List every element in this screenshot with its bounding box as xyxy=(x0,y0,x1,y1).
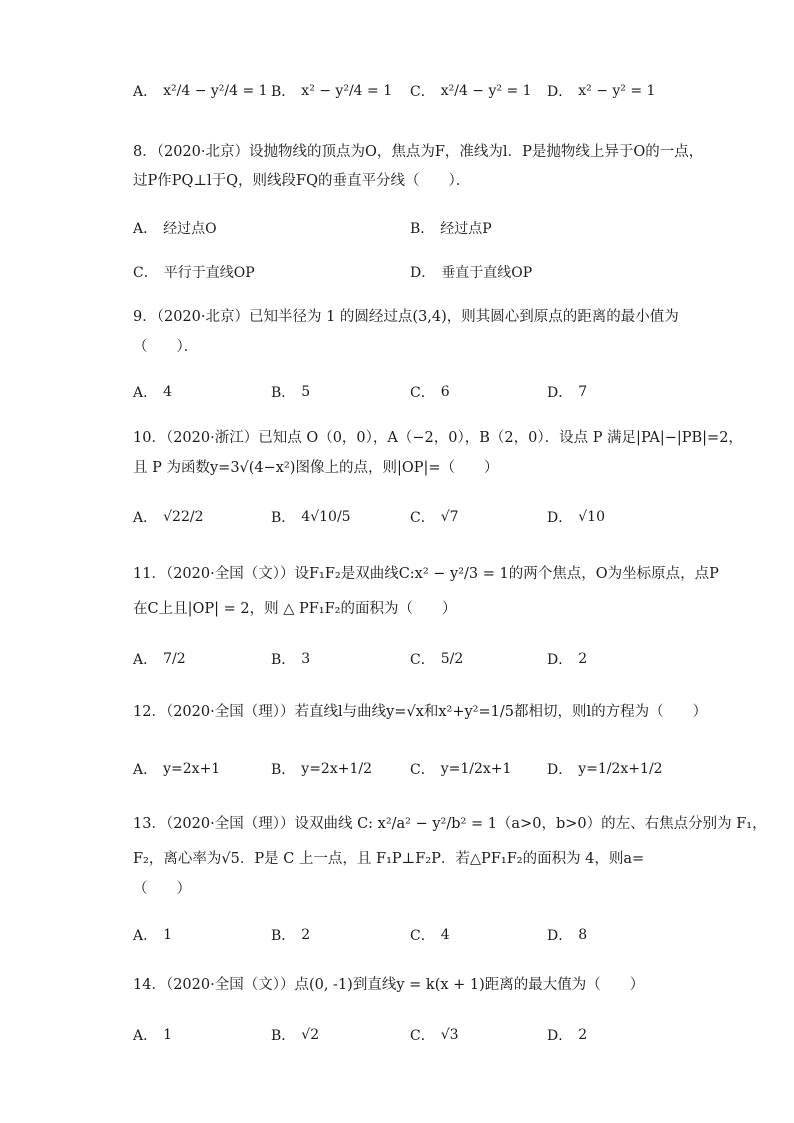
q9-option-b[interactable]: B． 5 xyxy=(271,384,311,401)
q10-option-a[interactable]: A． √22/2 xyxy=(133,509,204,526)
q7-options xyxy=(133,77,673,105)
q12-option-c[interactable]: C． y=1/2x+1 xyxy=(410,761,512,778)
q8-stem-line2: 过P作PQ⊥l于Q，则线段FQ的垂直平分线（ ）． xyxy=(133,173,471,189)
q14-option-b[interactable]: B． √2 xyxy=(271,1027,320,1044)
q7-option-d[interactable]: D． x² − y² = 1 xyxy=(547,83,656,100)
q12-option-d[interactable]: D． y=1/2x+1/2 xyxy=(547,761,663,778)
q13-option-d[interactable]: D． 8 xyxy=(547,927,588,944)
q14-option-c[interactable]: C． √3 xyxy=(410,1027,459,1044)
q8-options-row2 xyxy=(133,258,673,286)
q11-stem-line1: 11．（2020·全国（文））设F₁F₂是双曲线C:x² − y²/3 = 1的两个焦点，O为坐标原点，点P xyxy=(133,566,719,582)
q9-option-d[interactable]: D． 7 xyxy=(547,384,588,401)
q14-options xyxy=(133,1021,673,1049)
q14-option-d[interactable]: D． 2 xyxy=(547,1027,588,1044)
q7-option-b[interactable]: B． x² − y²/4 = 1 xyxy=(271,83,393,100)
q9-stem-line1: 9．（2020·北京）已知半径为 1 的圆经过点(3,4)，则其圆心到原点的距离的最小值为 xyxy=(133,309,679,325)
q13-option-c[interactable]: C． 4 xyxy=(410,927,450,944)
q10-option-c[interactable]: C． √7 xyxy=(410,509,459,526)
q11-options xyxy=(133,645,673,673)
q13-option-b[interactable]: B． 2 xyxy=(271,927,311,944)
q9-stem-line2: （ ）． xyxy=(133,339,199,355)
q11-option-a[interactable]: A． 7/2 xyxy=(133,651,186,668)
q10-stem-line2: 且 P 为函数y=3√(4−x²)图像上的点，则|OP|=（ ） xyxy=(133,460,499,476)
q12-stem-line1: 12．（2020·全国（理））若直线l与曲线y=√x和x²+y²=1/5都相切，则l的方程为（ ） xyxy=(133,704,708,720)
q13-stem-line3: （ ） xyxy=(133,881,191,897)
q11-option-b[interactable]: B． 3 xyxy=(271,651,311,668)
q7-option-c[interactable]: C． x²/4 − y² = 1 xyxy=(410,83,532,100)
q14-stem-line1: 14．（2020·全国（文））点(0, -1)到直线y = k(x + 1)距离的最大值为（ ） xyxy=(133,977,645,993)
q9-option-c[interactable]: C． 6 xyxy=(410,384,450,401)
q13-stem-line1: 13．（2020·全国（理））设双曲线 C: x²/a² − y²/b² = 1（a>0，b>0）的左、右焦点分别为 F₁， xyxy=(133,816,767,832)
q11-option-d[interactable]: D． 2 xyxy=(547,651,588,668)
q7-option-a[interactable]: A． x²/4 − y²/4 = 1 xyxy=(133,83,268,100)
q8-options-row1 xyxy=(133,214,673,242)
q13-stem-line2: F₂，离心率为√5．P是 C 上一点，且 F₁P⊥F₂P．若△PF₁F₂的面积为 4，则a= xyxy=(133,851,645,867)
q8-option-a[interactable]: A． 经过点O xyxy=(133,221,217,237)
q11-stem-line2: 在C上且|OP| = 2，则 △ PF₁F₂的面积为（ ） xyxy=(133,601,457,617)
q8-option-d[interactable]: D． 垂直于直线OP xyxy=(410,265,533,281)
q14-option-a[interactable]: A． 1 xyxy=(133,1027,173,1044)
q9-option-a[interactable]: A． 4 xyxy=(133,384,173,401)
q8-option-c[interactable]: C． 平行于直线OP xyxy=(133,265,255,281)
q12-options xyxy=(133,755,673,783)
q10-option-d[interactable]: D． √10 xyxy=(547,509,605,526)
q13-option-a[interactable]: A． 1 xyxy=(133,927,173,944)
q8-option-b[interactable]: B． 经过点P xyxy=(410,221,492,237)
q10-stem-line1: 10．（2020·浙江）已知点 O（0，0），A（−2，0），B（2，0）．设点 P 满足|PA|−|PB|=2， xyxy=(133,430,743,446)
q12-option-a[interactable]: A． y=2x+1 xyxy=(133,761,221,778)
q10-options xyxy=(133,503,673,531)
q8-stem-line1: 8．（2020·北京）设抛物线的顶点为O，焦点为F，准线为l．P是抛物线上异于O的一点， xyxy=(133,144,704,160)
q10-option-b[interactable]: B． 4√10/5 xyxy=(271,509,351,526)
q12-option-b[interactable]: B． y=2x+1/2 xyxy=(271,761,373,778)
q13-options xyxy=(133,921,673,949)
q11-option-c[interactable]: C． 5/2 xyxy=(410,651,464,668)
q9-options xyxy=(133,378,673,406)
